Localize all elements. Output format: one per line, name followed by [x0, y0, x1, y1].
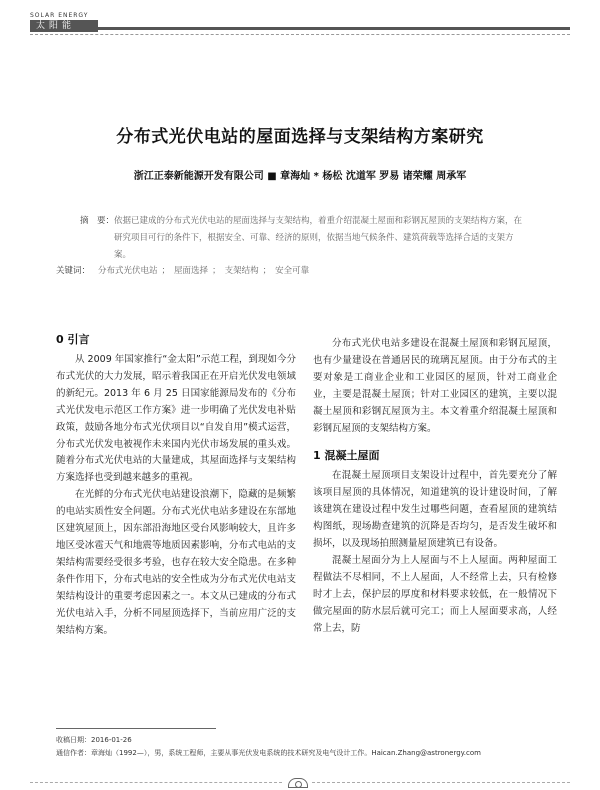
keywords: 关键词： 分布式光伏电站 ； 屋面选择 ； 支架结构 ； 安全可靠	[56, 266, 310, 276]
keyword: 分布式光伏电站	[98, 266, 158, 276]
section-heading-introduction: 0 引言	[56, 333, 90, 346]
article-title: 分布式光伏电站的屋面选择与支架结构方案研究	[116, 127, 484, 147]
section-heading-concrete-roof: 1 混凝土屋面	[313, 449, 380, 463]
keywords-label: 关键词：	[56, 266, 91, 276]
paragraph: 从 2009 年国家推行“金太阳”示范工程，到现如今分布式光伏的大力发展，昭示着我国正在开启光伏发电领域的新纪元。2013 年 6 月 25 日国家能源局发布的《分布式光伏发电示范区工作方案》进一步明确了光伏发电补贴政策，鼓励各地分布式光伏项目以“自发自用”模式运营，分布式光伏发电被视作未来国内光伏市场发展的重头戏。随着分布式光伏电站的大量建成，其屋面选择与支架结构方案选择也受到越来越多的重视。	[56, 354, 296, 484]
paragraph: 在光鲜的分布式光伏电站建设浪潮下，隐藏的是频繁的电站实质性安全问题。分布式光伏电站多建设在东部地区建筑屋顶上，因东部沿海地区受台风影响较大，且许多地区受冰雹天气和地震等地质因素影响，分布式电站的支架结构需要经受很多考验，也存在较大安全隐患。在多种条件作用下，分布式电站的安全性成为分布式光伏电站支架结构设计的重要考虑因素之一。本文从已建成的分布式光伏电站入手，分析不同屋顶选择下，当前应用广泛的支架结构方案。	[56, 489, 296, 636]
abstract-label: 摘 要：	[80, 216, 115, 226]
paragraph: 混凝土屋面分为上人屋面与不上人屋面。两种屋面工程做法不尽相同，不上人屋面，人不经常上去，只有检修时才上去，保护层的厚度和材料要求较低，在一般情况下做完屋面的防水层后就可完工；而上人屋面要求高，人经常上去，防	[313, 554, 557, 634]
left-column	[56, 332, 296, 639]
keyword: 支架结构	[224, 266, 259, 276]
abstract	[80, 213, 530, 264]
page-ornament-icon	[288, 778, 308, 788]
keyword: 屋面选择	[174, 266, 209, 276]
bottom-rule-right	[312, 782, 570, 783]
paragraph: 分布式光伏电站多建设在混凝土屋顶和彩钢瓦屋顶，也有少量建设在普通居民的琉璃瓦屋顶。由于分布式的主要对象是工商业企业和工业园区的屋顶，针对工商业企业，主要是混凝土屋顶；针对工业园区的建筑，主要以混凝土屋顶和彩钢瓦屋顶为主。本文着重介绍混凝土屋顶和彩钢瓦屋顶的支架结构方案。	[313, 338, 557, 434]
header-rule	[92, 27, 570, 30]
journal-name-en: SOLAR ENERGY	[30, 12, 89, 19]
abstract-text: 依据已建成的分布式光伏电站的屋面选择与支架结构，着重介绍混凝土屋面和彩钢瓦屋顶的支架结构方案，在研究项目可行的条件下，根据安全、可靠、经济的原则，依据当地气候条件、建筑荷载等选择合适的支架方案。	[114, 216, 523, 260]
footnote-rule	[56, 728, 216, 729]
journal-badge: 太阳能	[30, 20, 98, 32]
footnote	[56, 734, 576, 760]
article-authors: 浙江正泰新能源开发有限公司 ■ 章海灿 * 杨松 沈道军 罗易 诸荣耀 周承军	[133, 171, 467, 182]
bottom-rule-left	[30, 782, 282, 783]
header-dotted-rule	[30, 34, 570, 35]
author-info: 通信作者：章海灿（1992—），男，系统工程师，主要从事光伏发电系统的技术研究及电气设计工作。Haican.Zhang@astronergy.com	[56, 749, 481, 757]
received-date: 收稿日期：2016-01-26	[56, 736, 132, 744]
keyword: 安全可靠	[275, 266, 310, 276]
right-column	[313, 336, 557, 638]
paragraph: 在混凝土屋顶项目支架设计过程中，首先要充分了解该项目屋顶的具体情况，知道建筑的设计建设时间，了解该建筑在建设过程中发生过哪些问题，查看屋顶的建筑结构图纸，现场勘查建筑的沉降是否均匀，是否发生破坏和损坏，以及现场拍照测量屋顶建筑已有设备。	[313, 470, 557, 550]
